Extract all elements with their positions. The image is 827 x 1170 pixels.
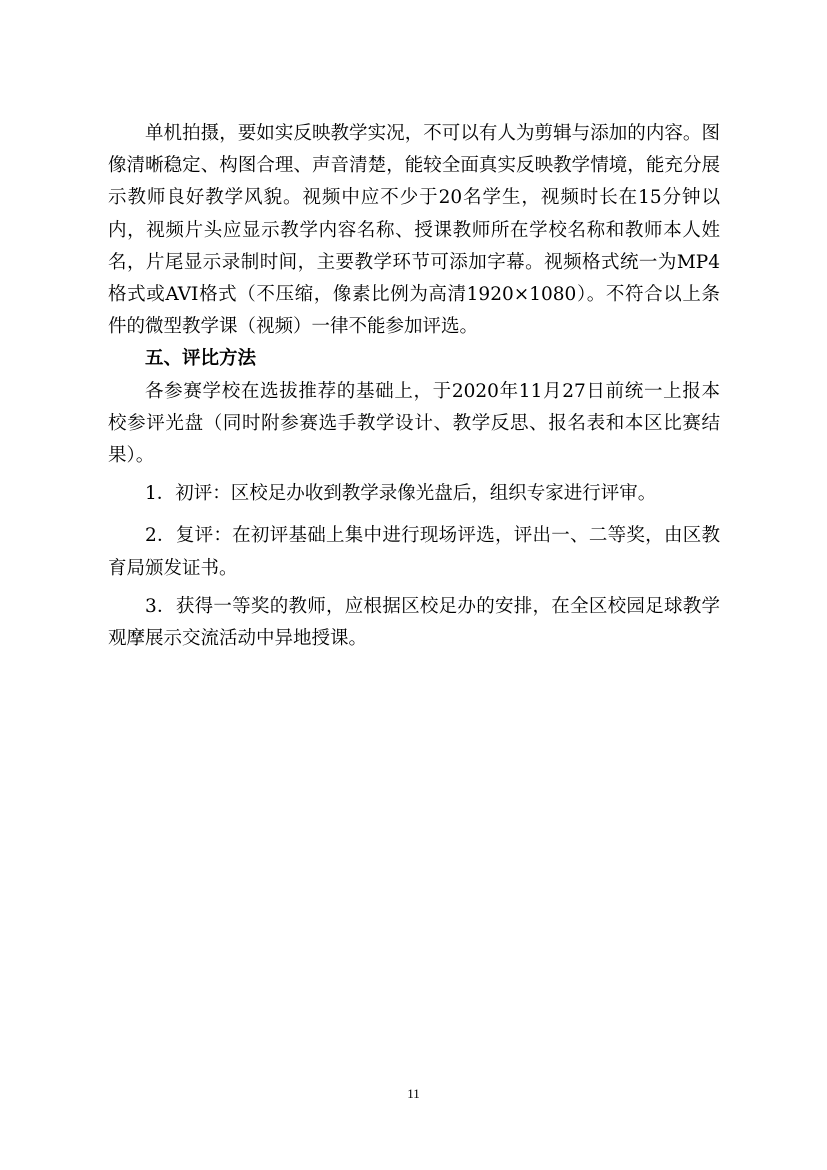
section-heading-evaluation-method: 五、评比方法 [145, 348, 257, 370]
list-item-first-prize-teachers: 3．获得一等奖的教师，应根据区校足办的安排，在全区校园足球教学观摩展示交流活动中异地授课。 [108, 595, 720, 650]
paragraph-submission: 各参赛学校在选拔推荐的基础上，于2020年11月27日前统一上报本校参评光盘（同时附参赛选手教学设计、教学反思、报名表和本区比赛结果）。 [108, 380, 720, 467]
paragraph-video-requirements: 单机拍摄，要如实反映教学实况，不可以有人为剪辑与添加的内容。图像清晰稳定、构图合理、声音清楚，能较全面真实反映教学情境，能充分展示教师良好教学风貌。视频中应不少于20名学生，视频时长在15分钟以内，视频片头应显示教学内容名称、授课教师所在学校名称和教师本人姓名，片尾显示录制时间，主要教学环节可添加字幕。视频格式统一为MP4格式或AVI格式（不压缩，像素比例为高清1920×1080）。不符合以上条件的微型教学课（视频）一律不能参加评选。 [108, 123, 720, 338]
list-item-preliminary-review: 1．初评：区校足办收到教学录像光盘后，组织专家进行评审。 [145, 483, 657, 505]
page-number: 11 [407, 1086, 420, 1101]
list-item-second-review: 2．复评：在初评基础上集中进行现场评选，评出一、二等奖，由区教育局颁发证书。 [108, 525, 720, 579]
document-body [108, 118, 720, 655]
